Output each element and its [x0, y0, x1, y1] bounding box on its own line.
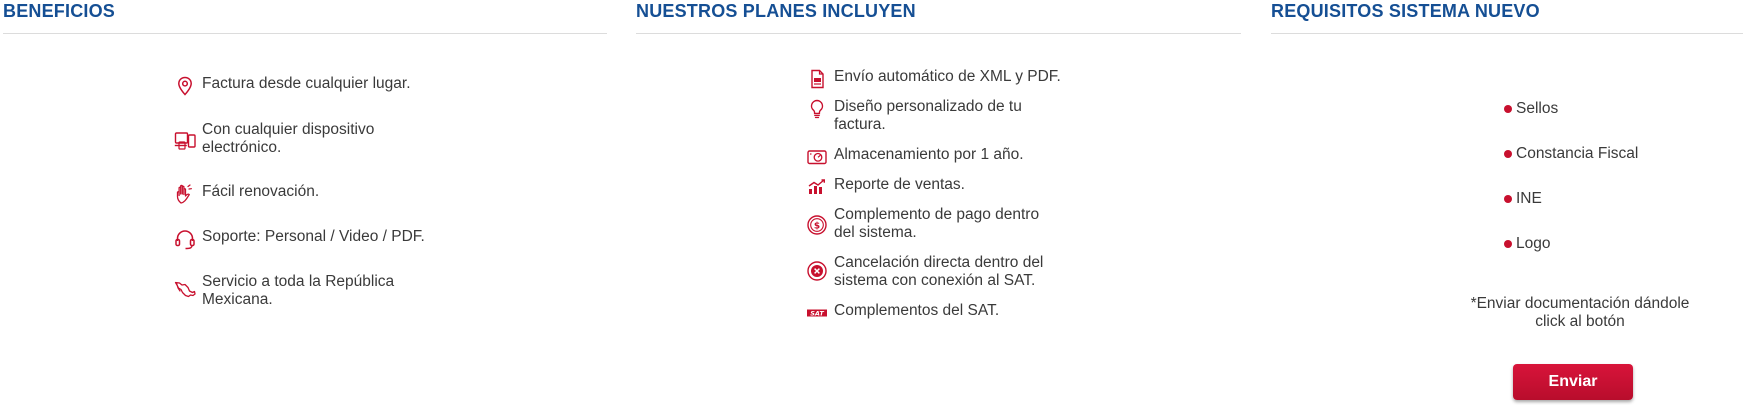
- list-item-text: Soporte: Personal / Video / PDF.: [202, 228, 425, 245]
- documentation-note: *Enviar documentación dándole click al botón: [1470, 295, 1690, 330]
- document-icon: [806, 68, 828, 90]
- list-item: [174, 121, 404, 157]
- list-item: [806, 302, 1096, 324]
- list-item: [806, 254, 1056, 290]
- storage-icon: [806, 146, 828, 168]
- list-item: [174, 228, 464, 250]
- list-item-text: Reporte de ventas.: [834, 176, 965, 193]
- list-item-text: Servicio a toda la República Mexicana.: [202, 273, 395, 308]
- list-item: [806, 176, 1096, 198]
- beneficios-section: [3, 0, 607, 405]
- devices-icon: [174, 129, 196, 151]
- list-item: [174, 273, 424, 309]
- requirement-item: [1504, 235, 1550, 253]
- list-item-text: Fácil renovación.: [202, 183, 320, 200]
- list-item-text: Diseño personalizado de tu factura.: [834, 98, 1022, 133]
- sales-chart-icon: [806, 176, 828, 198]
- requirement-text: Logo: [1516, 235, 1551, 252]
- requirement-text: Sellos: [1516, 100, 1559, 117]
- mexico-map-icon: [174, 277, 196, 299]
- list-item-text: Envío automático de XML y PDF.: [834, 68, 1061, 85]
- bullet-icon: [1504, 240, 1512, 248]
- svg-text:SAT: SAT: [810, 309, 824, 318]
- requirement-text: Constancia Fiscal: [1516, 145, 1639, 162]
- requirement-item: [1504, 100, 1558, 118]
- list-item: [806, 206, 1056, 242]
- list-item: [806, 98, 1046, 134]
- lightbulb-icon: [806, 98, 828, 120]
- bullet-icon: [1504, 150, 1512, 158]
- list-item: [174, 75, 464, 97]
- planes-section: [636, 0, 1241, 405]
- planes-title: NUESTROS PLANES INCLUYEN: [636, 1, 916, 21]
- svg-text:$: $: [813, 221, 821, 232]
- list-item-text: Con cualquier dispositivo electrónico.: [202, 121, 375, 156]
- beneficios-title: BENEFICIOS: [3, 1, 116, 21]
- beneficios-divider: [3, 33, 607, 34]
- location-pin-icon: [174, 75, 196, 97]
- list-item-text: Cancelación directa dentro del sistema con conexión al SAT.: [834, 254, 1044, 289]
- dollar-coin-icon: [806, 214, 828, 236]
- list-item: [806, 146, 1096, 168]
- send-button[interactable]: Enviar: [1513, 364, 1633, 400]
- requirement-text: INE: [1516, 190, 1542, 207]
- list-item: [174, 183, 464, 205]
- requisitos-divider: [1271, 33, 1743, 34]
- requirement-item: [1504, 190, 1542, 208]
- list-item-text: Complemento de pago dentro del sistema.: [834, 206, 1040, 241]
- requirement-item: [1504, 145, 1638, 163]
- sat-logo-icon: [806, 302, 828, 324]
- list-item-text: Factura desde cualquier lugar.: [202, 75, 411, 92]
- bullet-icon: [1504, 105, 1512, 113]
- hand-icon: [174, 183, 196, 205]
- list-item-text: Complementos del SAT.: [834, 302, 1000, 319]
- headset-icon: [174, 228, 196, 250]
- list-item-text: Almacenamiento por 1 año.: [834, 146, 1024, 163]
- requisitos-section: [1271, 0, 1743, 405]
- bullet-icon: [1504, 195, 1512, 203]
- list-item: [806, 68, 1096, 90]
- cancel-icon: [806, 260, 828, 282]
- planes-divider: [636, 33, 1241, 34]
- requisitos-title: REQUISITOS SISTEMA NUEVO: [1271, 1, 1540, 21]
